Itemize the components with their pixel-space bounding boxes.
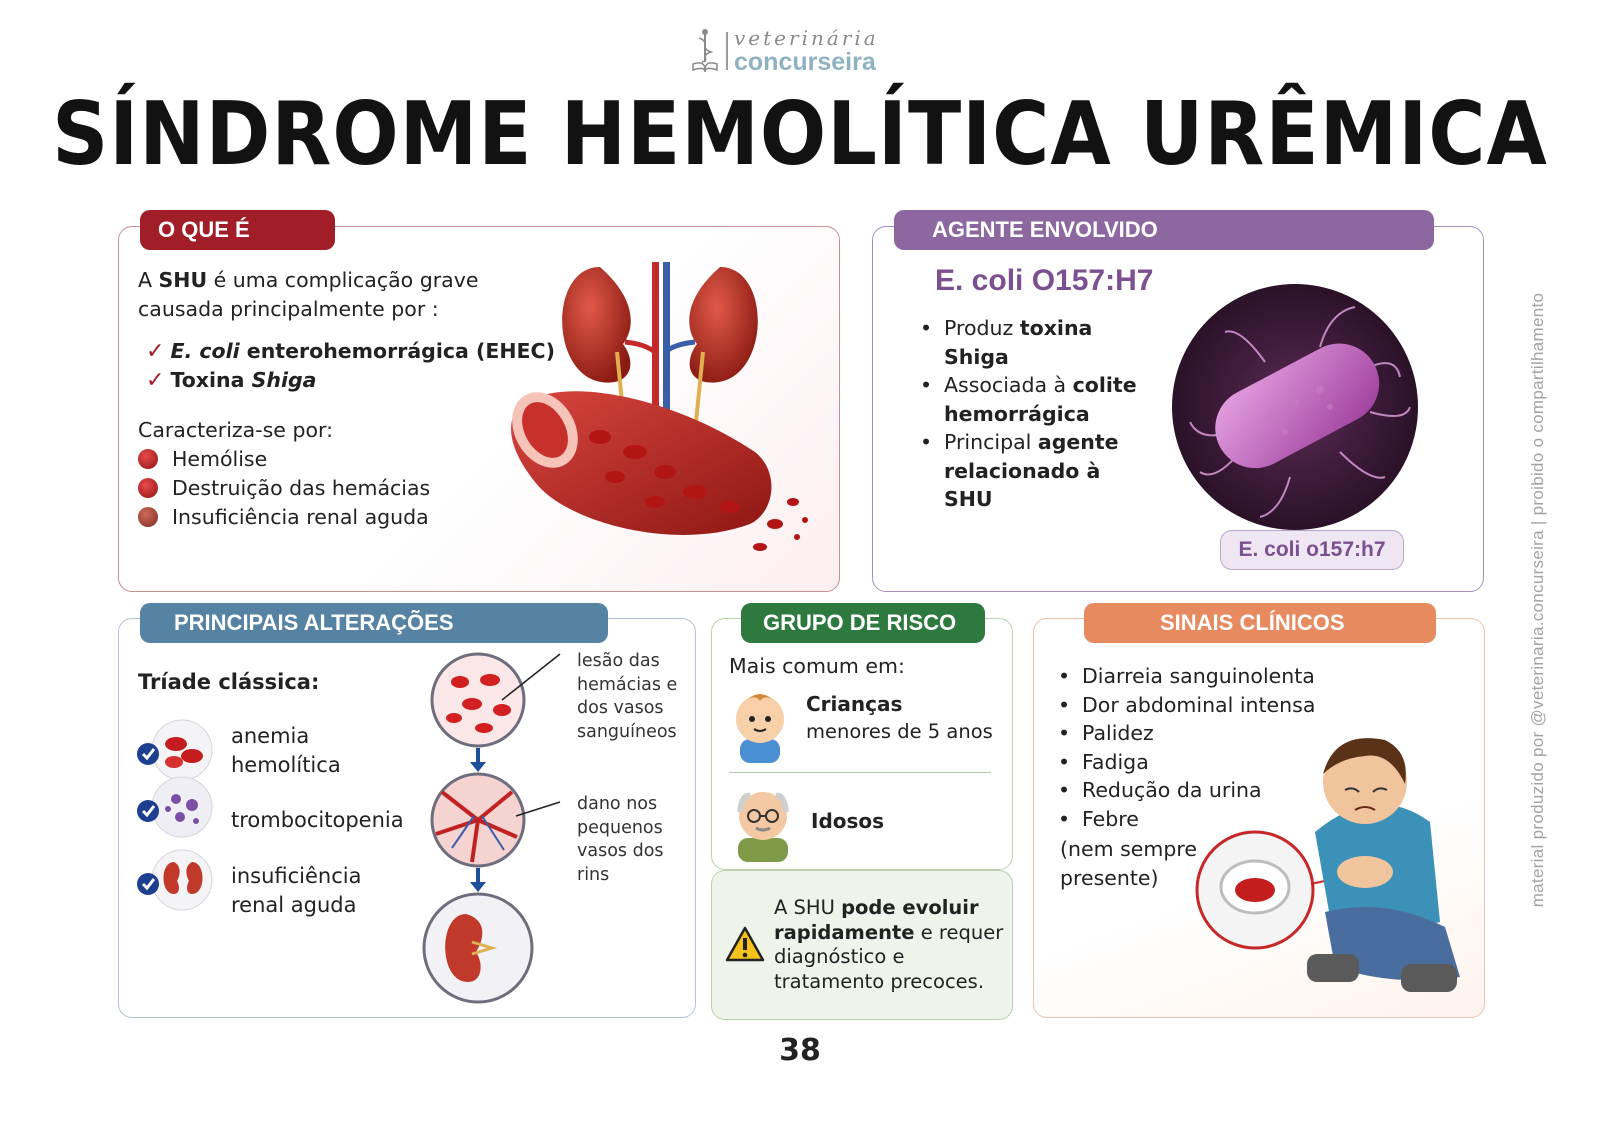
- bullet-text: Produz: [944, 316, 1020, 340]
- alterations-tab: PRINCIPAIS ALTERAÇÕES: [140, 603, 608, 643]
- bullet-text: Principal: [944, 430, 1038, 454]
- checkmark-icon: ✓: [146, 368, 165, 393]
- triad-renal-failure: insuficiência renal aguda: [231, 864, 362, 917]
- what-checks: [146, 337, 555, 395]
- fever-note: (nem sempre presente): [1060, 837, 1197, 890]
- check1-italic: E. coli: [170, 339, 240, 363]
- triad-anemia: anemia hemolítica: [231, 724, 341, 777]
- signs-tab: SINAIS CLÍNICOS: [1084, 603, 1436, 643]
- feature-rbc-destruction: [138, 474, 430, 503]
- risk-children-age: menores de 5 anos: [806, 720, 993, 743]
- sign-item: • Palidez: [1056, 719, 1336, 748]
- bacterium-illustration: [1170, 282, 1420, 532]
- caduceus-book-icon: [690, 28, 720, 74]
- risk-divider: [729, 772, 991, 773]
- side-copyright-text: material produzido por @veterinaria.concurseira | proibido o compartilhamento: [1528, 292, 1547, 908]
- warning-icon: [725, 926, 765, 962]
- check2-italic: Shiga: [251, 368, 317, 392]
- note-cell-damage: lesão das hemácias e dos vasos sanguíneos: [577, 651, 678, 742]
- intro-text-b: é uma complicação grave: [207, 268, 479, 292]
- bullet-bold: agente relacionado à SHU: [944, 430, 1119, 511]
- intro-line2: causada principalmente por :: [138, 297, 439, 321]
- sign-item: • Diarreia sanguinolenta: [1056, 662, 1336, 691]
- kidney-vessel-illustration: [505, 262, 815, 572]
- child-icon: [728, 687, 792, 763]
- kidney-icon: [138, 507, 158, 527]
- logo-line1: veterinária: [734, 26, 879, 50]
- intro-bold: SHU: [158, 268, 208, 292]
- side-copyright-note: [1523, 220, 1553, 980]
- feature-hemolysis: [138, 445, 430, 474]
- agent-name: E. coli O157:H7: [935, 264, 1154, 297]
- risk-elderly: Idosos: [811, 809, 885, 833]
- triad-thrombocytopenia: trombocitopenia: [231, 808, 404, 832]
- checkmark-icon: ✓: [146, 339, 165, 364]
- red-cells-icon: [136, 718, 214, 782]
- sign-item: • Redução da urina: [1056, 776, 1336, 805]
- alert-bold: pode evoluir rapidamente: [774, 896, 979, 944]
- check-item-ehec: [146, 337, 555, 366]
- sick-child-illustration: [1195, 712, 1480, 1012]
- bullet-bold: colite hemorrágica: [944, 373, 1137, 426]
- agent-bullets: [918, 314, 1138, 514]
- platelets-icon: [136, 775, 214, 839]
- blood-cell-icon: [138, 449, 158, 469]
- what-intro: [138, 266, 478, 324]
- kidney-failure-icon: [136, 848, 214, 912]
- agent-bullet: [918, 428, 1138, 514]
- burst-cell-icon: [138, 478, 158, 498]
- note-kidney-damage: dano nos pequenos vasos dos rins: [577, 794, 664, 885]
- agent-bullet: [918, 371, 1138, 428]
- page-number: 38: [779, 1033, 821, 1068]
- feature-label: Insuficiência renal aguda: [172, 505, 429, 529]
- agent-tab: AGENTE ENVOLVIDO: [894, 210, 1434, 250]
- risk-intro: Mais comum em:: [729, 654, 905, 678]
- logo-divider: [726, 32, 728, 70]
- triad-title: Tríade clássica:: [138, 670, 320, 694]
- bullet-text: Associada à: [944, 373, 1073, 397]
- alert-text-a: A SHU: [774, 896, 842, 919]
- check-item-shiga: [146, 366, 555, 395]
- page-title: SÍNDROME HEMOLÍTICA URÊMICA: [52, 84, 1548, 186]
- sign-item: • Febre: [1056, 805, 1336, 834]
- elderly-icon: [728, 782, 798, 862]
- check2-text: Toxina: [170, 368, 252, 392]
- characterized-label: Caracteriza-se por:: [138, 418, 333, 442]
- sign-item: • Dor abdominal intensa: [1056, 691, 1336, 720]
- feature-renal-failure: [138, 503, 430, 532]
- agent-bullet: [918, 314, 1138, 371]
- bullet-bold: toxina Shiga: [944, 316, 1093, 369]
- alert-text: [774, 896, 1006, 994]
- process-illustration: [412, 652, 572, 1012]
- characterized-block: [138, 416, 430, 532]
- brand-logo: [690, 28, 930, 76]
- logo-line2: concurseira: [734, 48, 876, 76]
- check1-rest: enterohemorrágica (EHEC): [239, 339, 555, 363]
- feature-label: Destruição das hemácias: [172, 476, 431, 500]
- intro-text-a: A: [138, 268, 159, 292]
- feature-label: Hemólise: [172, 447, 268, 471]
- alert-text-b: e requer diagnóstico e tratamento precoces.: [774, 920, 1004, 993]
- risk-children: Crianças: [806, 692, 903, 716]
- agent-badge: E. coli o157:h7: [1220, 530, 1404, 570]
- sign-item: • Fadiga: [1056, 748, 1336, 777]
- risk-tab: GRUPO DE RISCO: [741, 603, 985, 643]
- what-is-tab: O QUE É: [140, 210, 335, 250]
